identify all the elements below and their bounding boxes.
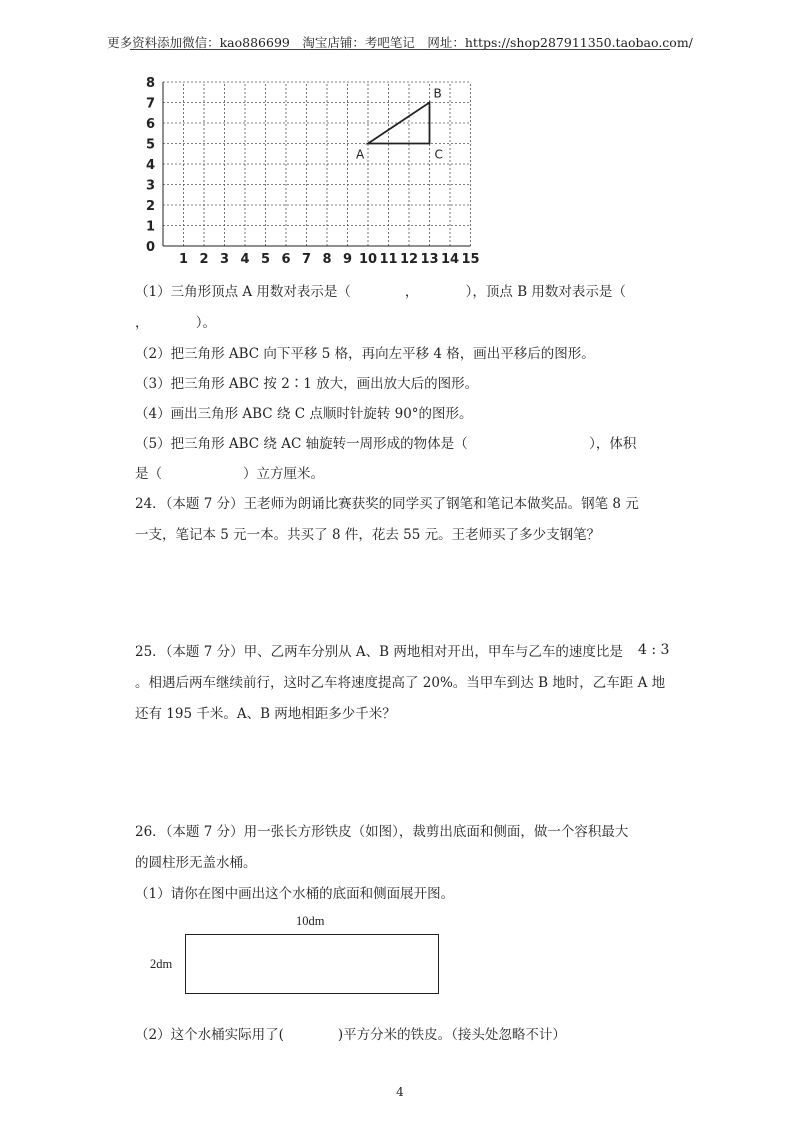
- page-header: 更多资料添加微信：kao886699 淘宝店铺：考吧笔记 网址：https://shop287911350.taobao.com/: [107, 35, 693, 50]
- q23-part5-line2: 是（ ）立方厘米。: [135, 466, 324, 482]
- sheet-width-label: 10dm: [296, 914, 325, 928]
- q25-line1: 25．（本题 7 分）甲、乙两车分别从 A、B 两地相对开出，甲车与乙车的速度比是: [135, 644, 623, 660]
- y-tick-label: 3: [145, 178, 155, 194]
- x-tick-label: 13: [420, 252, 439, 267]
- q23-part3: （3）把三角形 ABC 按 2∶1 放大，画出放大后的图形。: [135, 376, 479, 392]
- q26-line1: 26．（本题 7 分）用一张长方形铁皮（如图），裁剪出底面和侧面，做一个容积最大: [135, 824, 629, 840]
- q23-part4: （4）画出三角形 ABC 绕 C 点顺时针旋转 90°的图形。: [135, 406, 473, 422]
- q23-part1-line1: （1）三角形顶点 A 用数对表示是（ ， ），顶点 B 用数对表示是（: [135, 284, 626, 300]
- x-tick-label: 6: [281, 252, 291, 267]
- iron-sheet-rectangle: [185, 934, 439, 994]
- header-divider: [130, 49, 670, 50]
- y-tick-label: 6: [145, 117, 155, 132]
- q26-line2: 的圆柱形无盖水桶。: [135, 855, 257, 871]
- q25-line2: 。相遇后两车继续前行，这时乙车将速度提高了 20%。当甲车到达 B 地时，乙车距 A 地: [135, 675, 666, 691]
- x-tick-label: 14: [440, 252, 460, 267]
- y-tick-label: 7: [145, 96, 155, 112]
- q23-part2: （2）把三角形 ABC 向下平移 5 格，再向左平移 4 格，画出平移后的图形。: [135, 346, 595, 362]
- q26-part2: （2）这个水桶实际用了( )平方分米的铁皮。（接头处忽略不计）: [135, 1027, 566, 1043]
- y-tick-label: 2: [145, 199, 155, 214]
- x-tick-label: 1: [178, 252, 189, 267]
- q23-part5-line1: （5）把三角形 ABC 绕 AC 轴旋转一周形成的物体是（ ），体积: [135, 436, 637, 452]
- vertex-label-a: A: [356, 147, 365, 162]
- y-tick-label: 1: [145, 219, 155, 235]
- x-tick-label: 4: [240, 252, 250, 267]
- vertex-label-b: B: [433, 86, 442, 101]
- x-tick-label: 11: [379, 252, 398, 267]
- x-tick-label: 3: [219, 252, 230, 267]
- sheet-height-label: 2dm: [150, 957, 173, 971]
- x-tick-label: 15: [461, 252, 480, 267]
- q25-line3: 还有 195 千米。A、B 两地相距多少千米？: [135, 706, 396, 722]
- q23-part1-line2: ， ）。: [135, 315, 216, 331]
- q24-line2: 一支，笔记本 5 元一本。共买了 8 件，花去 55 元。王老师买了多少支钢笔？: [135, 527, 601, 543]
- x-tick-label: 7: [301, 252, 312, 267]
- q26-part1: （1）请你在图中画出这个水桶的底面和侧面展开图。: [135, 886, 455, 902]
- x-tick-label: 12: [399, 252, 419, 267]
- page-number: 4: [396, 1085, 404, 1099]
- q25-ratio: 4 : 3: [638, 642, 670, 658]
- coordinate-grid: [135, 70, 495, 270]
- y-tick-label: 0: [145, 240, 155, 255]
- q24-line1: 24．（本题 7 分）王老师为朗诵比赛获奖的同学买了钢笔和笔记本做奖品。钢笔 8 元: [135, 496, 639, 512]
- x-tick-label: 9: [342, 252, 353, 267]
- vertex-label-c: C: [434, 147, 443, 162]
- y-tick-label: 5: [145, 137, 155, 153]
- y-tick-label: 8: [145, 76, 155, 91]
- y-tick-label: 4: [145, 158, 155, 173]
- x-tick-label: 5: [260, 252, 271, 267]
- x-tick-label: 10: [358, 252, 378, 267]
- x-tick-label: 8: [322, 252, 332, 267]
- x-tick-label: 2: [199, 252, 209, 267]
